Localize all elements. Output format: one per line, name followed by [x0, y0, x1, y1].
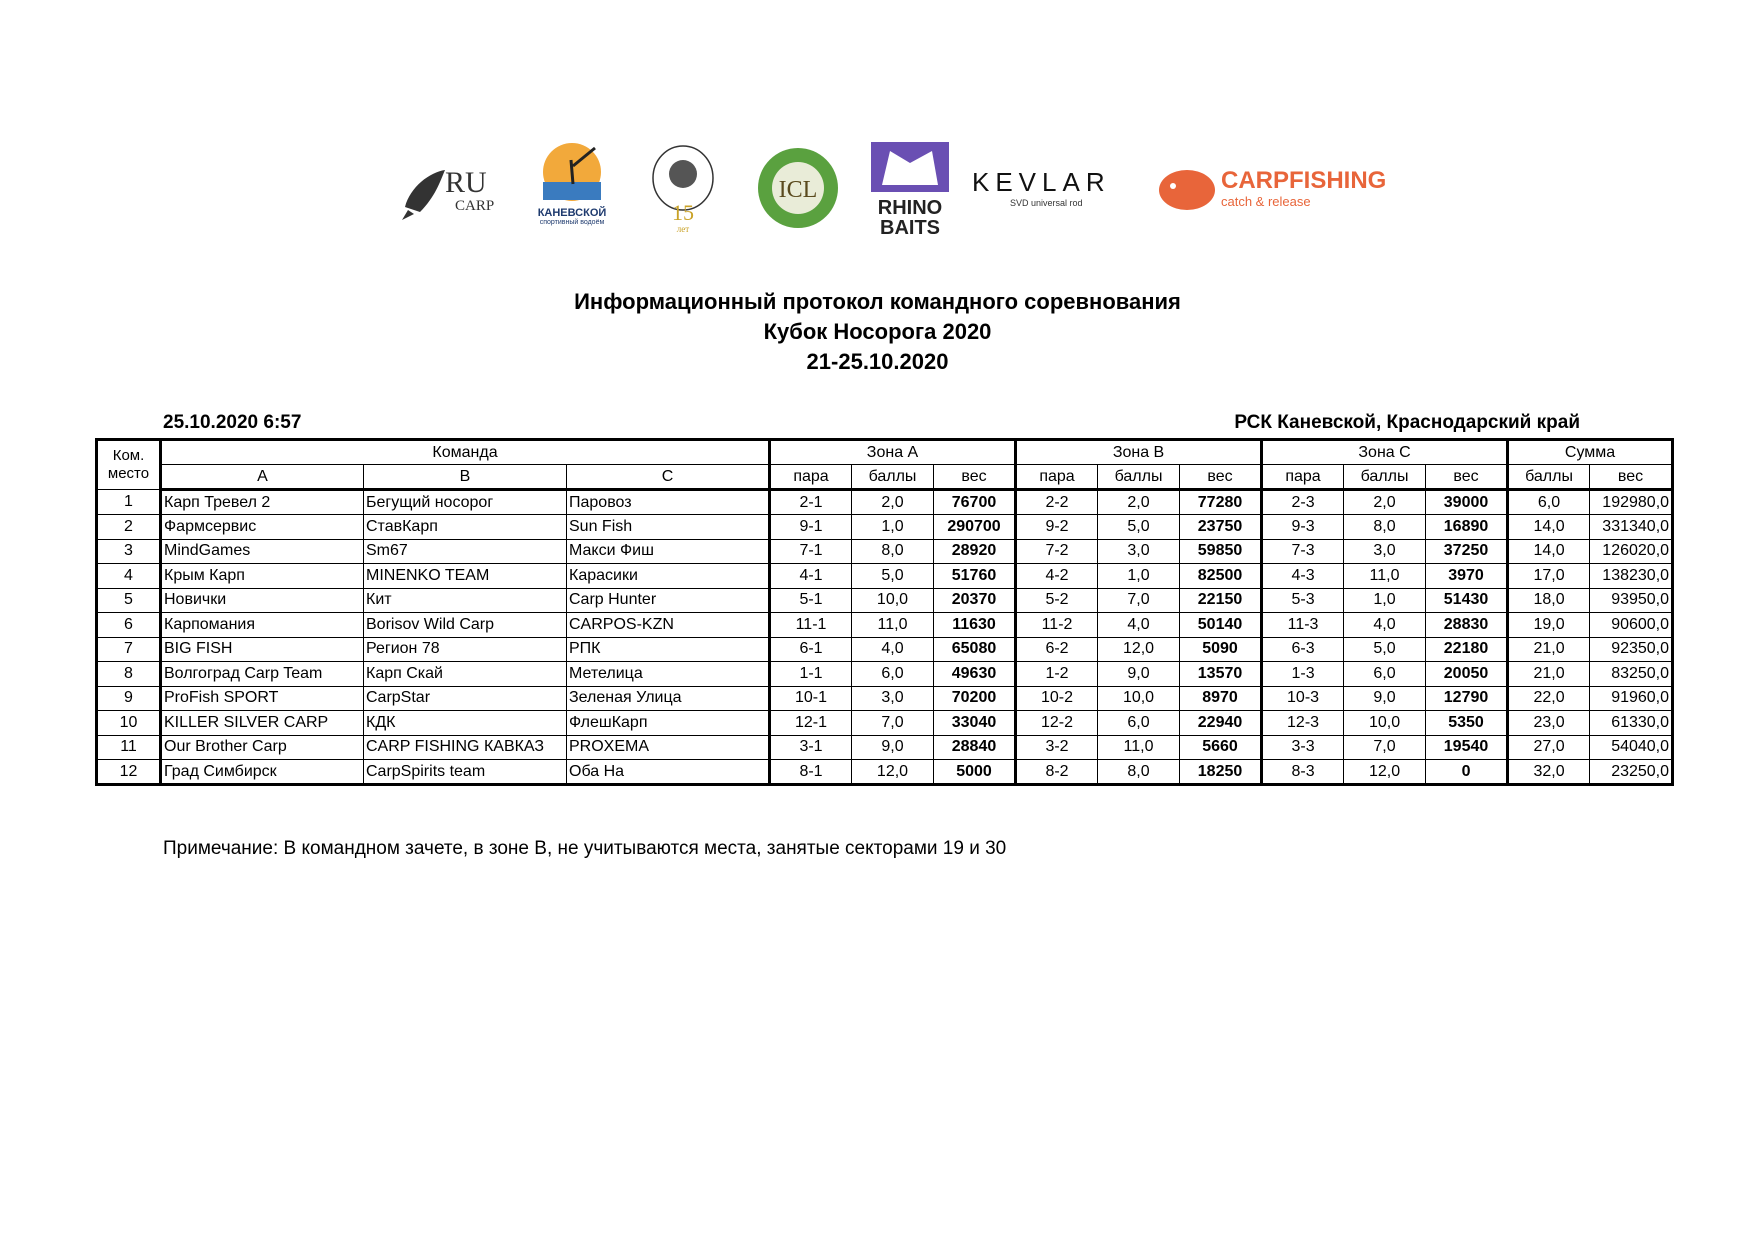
- za-weight: 65080: [934, 637, 1016, 662]
- rhino-icon: [870, 141, 950, 193]
- zc-pair: 6-3: [1262, 637, 1344, 662]
- place: 10: [97, 711, 161, 736]
- place: 9: [97, 686, 161, 711]
- header-row-1: [97, 440, 1673, 465]
- sum-points: 21,0: [1508, 637, 1590, 662]
- zc-pair: 10-3: [1262, 686, 1344, 711]
- team-a: Карп Тревел 2: [161, 490, 364, 515]
- kevlar-sub: SVD universal rod: [1010, 198, 1083, 208]
- kkk-logo: [643, 140, 723, 235]
- zb-points: 10,0: [1098, 686, 1180, 711]
- za-weight: 70200: [934, 686, 1016, 711]
- carpfishing-main: CARPFISHING: [1221, 167, 1387, 194]
- zc-pair: 2-3: [1262, 490, 1344, 515]
- team-b: Бегущий носорог: [364, 490, 567, 515]
- za-weight: 76700: [934, 490, 1016, 515]
- zb-weight: 50140: [1180, 613, 1262, 638]
- place-header: Ком. место: [97, 440, 161, 490]
- sum-points: 6,0: [1508, 490, 1590, 515]
- table-row: [97, 637, 1673, 662]
- team-a: Our Brother Carp: [161, 735, 364, 760]
- sum-points: 14,0: [1508, 539, 1590, 564]
- zc-weight: 0: [1426, 760, 1508, 785]
- zc-points: 4,0: [1344, 613, 1426, 638]
- za-weight: 20370: [934, 588, 1016, 613]
- za-points: 2,0: [852, 490, 934, 515]
- zc-points: 7,0: [1344, 735, 1426, 760]
- place: 4: [97, 564, 161, 589]
- za-points: 7,0: [852, 711, 934, 736]
- zb-points: 2,0: [1098, 490, 1180, 515]
- team-b: CARP FISHING КАВКАЗ: [364, 735, 567, 760]
- za-weight: 28840: [934, 735, 1016, 760]
- zb-points: 8,0: [1098, 760, 1180, 785]
- zb-points: 11,0: [1098, 735, 1180, 760]
- zb-weight: 59850: [1180, 539, 1262, 564]
- table-row: [97, 539, 1673, 564]
- zb-pair: 5-2: [1016, 588, 1098, 613]
- place: 1: [97, 490, 161, 515]
- sum-weight: 331340,0: [1590, 515, 1673, 540]
- sum-header: Сумма: [1508, 440, 1673, 465]
- icl-mid: ICL: [778, 177, 818, 203]
- zb-weight: 23750: [1180, 515, 1262, 540]
- rucarp-main: RU: [445, 166, 487, 199]
- sum-weight: 192980,0: [1590, 490, 1673, 515]
- za-points: 11,0: [852, 613, 934, 638]
- zc-weight: 28830: [1426, 613, 1508, 638]
- za-weight: 49630: [934, 662, 1016, 687]
- zc-weight: 20050: [1426, 662, 1508, 687]
- fisherman-sun-icon: [527, 140, 617, 202]
- zc-pair: 12-3: [1262, 711, 1344, 736]
- sum-points: 32,0: [1508, 760, 1590, 785]
- kanevskoy-sub: спортивный водоём: [539, 219, 605, 226]
- zc-weight-header: вес: [1426, 465, 1508, 490]
- zc-pair: 8-3: [1262, 760, 1344, 785]
- za-weight-header: вес: [934, 465, 1016, 490]
- kanevskoy-logo: [527, 140, 617, 235]
- sum-points: 14,0: [1508, 515, 1590, 540]
- sum-points: 17,0: [1508, 564, 1590, 589]
- team-c: РПК: [567, 637, 770, 662]
- protocol-location: РСК Каневской, Краснодарский край: [1234, 412, 1580, 433]
- kevlar-logo: [972, 167, 1137, 217]
- sum-points: 18,0: [1508, 588, 1590, 613]
- za-pair: 5-1: [770, 588, 852, 613]
- za-weight: 51760: [934, 564, 1016, 589]
- team-c: Паровоз: [567, 490, 770, 515]
- kkk-emblem-icon: [643, 140, 723, 235]
- carp-orange-icon: [1155, 162, 1225, 217]
- za-weight: 33040: [934, 711, 1016, 736]
- zc-points: 12,0: [1344, 760, 1426, 785]
- rhino-line2: BAITS: [880, 217, 940, 239]
- team-c: Карасики: [567, 564, 770, 589]
- zc-pair: 1-3: [1262, 662, 1344, 687]
- zc-weight: 51430: [1426, 588, 1508, 613]
- team-b: CarpStar: [364, 686, 567, 711]
- zc-points: 10,0: [1344, 711, 1426, 736]
- sum-weight: 90600,0: [1590, 613, 1673, 638]
- rucarp-logo: [400, 152, 505, 222]
- sum-weight: 126020,0: [1590, 539, 1673, 564]
- sum-points: 23,0: [1508, 711, 1590, 736]
- table-row: [97, 490, 1673, 515]
- team-c: PROXEMA: [567, 735, 770, 760]
- place: 8: [97, 662, 161, 687]
- za-pair: 1-1: [770, 662, 852, 687]
- zc-pair: 7-3: [1262, 539, 1344, 564]
- team-header: Команда: [161, 440, 770, 465]
- zb-points: 3,0: [1098, 539, 1180, 564]
- team-c: Макси Фиш: [567, 539, 770, 564]
- zb-weight: 77280: [1180, 490, 1262, 515]
- zb-pair: 7-2: [1016, 539, 1098, 564]
- sum-points-header: баллы: [1508, 465, 1590, 490]
- sum-weight: 91960,0: [1590, 686, 1673, 711]
- za-pair: 2-1: [770, 490, 852, 515]
- zb-weight: 22150: [1180, 588, 1262, 613]
- header-row-2: [97, 465, 1673, 490]
- team-b: Регион 78: [364, 637, 567, 662]
- team-a: Крым Карп: [161, 564, 364, 589]
- sum-weight: 23250,0: [1590, 760, 1673, 785]
- footnote: Примечание: В командном зачете, в зоне В, не учитываются места, занятые секторами 19 и 30: [163, 838, 1007, 859]
- team-a: MindGames: [161, 539, 364, 564]
- icl-logo: [753, 146, 843, 230]
- team-b: Borisov Wild Carp: [364, 613, 567, 638]
- zb-weight: 5090: [1180, 637, 1262, 662]
- kevlar-main: KEVLAR: [972, 167, 1111, 197]
- zb-points: 1,0: [1098, 564, 1180, 589]
- team-c: Carp Hunter: [567, 588, 770, 613]
- zc-pair: 9-3: [1262, 515, 1344, 540]
- zb-pair: 1-2: [1016, 662, 1098, 687]
- zone-c-header: Зона С: [1262, 440, 1508, 465]
- zc-points: 9,0: [1344, 686, 1426, 711]
- zc-points: 2,0: [1344, 490, 1426, 515]
- results-body: [97, 490, 1673, 785]
- table-row: [97, 686, 1673, 711]
- za-points: 5,0: [852, 564, 934, 589]
- za-weight: 5000: [934, 760, 1016, 785]
- zb-points: 4,0: [1098, 613, 1180, 638]
- team-a: Фармсервис: [161, 515, 364, 540]
- za-weight: 290700: [934, 515, 1016, 540]
- rhino-line1: RHINO: [877, 197, 943, 219]
- rhino-logo: [870, 141, 950, 239]
- zc-pair: 5-3: [1262, 588, 1344, 613]
- zone-b-header: Зона В: [1016, 440, 1262, 465]
- team-b: Sm67: [364, 539, 567, 564]
- sum-points: 22,0: [1508, 686, 1590, 711]
- zc-points: 8,0: [1344, 515, 1426, 540]
- team-c: Метелица: [567, 662, 770, 687]
- za-points: 4,0: [852, 637, 934, 662]
- za-weight: 28920: [934, 539, 1016, 564]
- za-pair-header: пара: [770, 465, 852, 490]
- place: 12: [97, 760, 161, 785]
- zc-weight: 16890: [1426, 515, 1508, 540]
- zb-weight-header: вес: [1180, 465, 1262, 490]
- team-c: ФлешКарп: [567, 711, 770, 736]
- icl-emblem-icon: [753, 146, 843, 230]
- team-a: Новички: [161, 588, 364, 613]
- team-c: Оба На: [567, 760, 770, 785]
- zb-pair: 8-2: [1016, 760, 1098, 785]
- table-row: [97, 711, 1673, 736]
- za-points: 12,0: [852, 760, 934, 785]
- za-pair: 11-1: [770, 613, 852, 638]
- rucarp-sub: CARP: [455, 198, 495, 214]
- zb-weight: 13570: [1180, 662, 1262, 687]
- document-title: [0, 287, 1755, 377]
- sum-points: 21,0: [1508, 662, 1590, 687]
- zb-weight: 18250: [1180, 760, 1262, 785]
- za-points: 9,0: [852, 735, 934, 760]
- zb-pair: 10-2: [1016, 686, 1098, 711]
- zb-weight: 5660: [1180, 735, 1262, 760]
- team-b: КДК: [364, 711, 567, 736]
- sum-weight: 138230,0: [1590, 564, 1673, 589]
- za-points: 6,0: [852, 662, 934, 687]
- za-points: 1,0: [852, 515, 934, 540]
- zc-weight: 39000: [1426, 490, 1508, 515]
- zc-points: 1,0: [1344, 588, 1426, 613]
- zb-pair: 9-2: [1016, 515, 1098, 540]
- sum-weight: 54040,0: [1590, 735, 1673, 760]
- za-pair: 9-1: [770, 515, 852, 540]
- zc-weight: 5350: [1426, 711, 1508, 736]
- zc-weight: 12790: [1426, 686, 1508, 711]
- zb-points: 6,0: [1098, 711, 1180, 736]
- za-pair: 6-1: [770, 637, 852, 662]
- zc-weight: 37250: [1426, 539, 1508, 564]
- za-pair: 4-1: [770, 564, 852, 589]
- zc-pair: 3-3: [1262, 735, 1344, 760]
- zb-points: 9,0: [1098, 662, 1180, 687]
- team-b: СтавКарп: [364, 515, 567, 540]
- zb-points: 7,0: [1098, 588, 1180, 613]
- za-points: 3,0: [852, 686, 934, 711]
- zb-pair: 3-2: [1016, 735, 1098, 760]
- sum-points: 27,0: [1508, 735, 1590, 760]
- table-row: [97, 515, 1673, 540]
- place: 5: [97, 588, 161, 613]
- team-a: BIG FISH: [161, 637, 364, 662]
- zb-pair: 2-2: [1016, 490, 1098, 515]
- team-b: Кит: [364, 588, 567, 613]
- za-pair: 12-1: [770, 711, 852, 736]
- kkk-num: 15: [672, 200, 694, 225]
- sum-points: 19,0: [1508, 613, 1590, 638]
- zb-points: 12,0: [1098, 637, 1180, 662]
- zc-weight: 19540: [1426, 735, 1508, 760]
- zone-a-header: Зона А: [770, 440, 1016, 465]
- table-row: [97, 564, 1673, 589]
- table-row: [97, 735, 1673, 760]
- team-a-header: A: [161, 465, 364, 490]
- table-row: [97, 588, 1673, 613]
- zb-pair-header: пара: [1016, 465, 1098, 490]
- za-points-header: баллы: [852, 465, 934, 490]
- za-pair: 8-1: [770, 760, 852, 785]
- zb-pair: 11-2: [1016, 613, 1098, 638]
- team-b: CarpSpirits team: [364, 760, 567, 785]
- sum-weight: 92350,0: [1590, 637, 1673, 662]
- team-c: Sun Fish: [567, 515, 770, 540]
- zc-points: 3,0: [1344, 539, 1426, 564]
- zb-pair: 6-2: [1016, 637, 1098, 662]
- title-line1: Информационный протокол командного соревнования: [574, 289, 1181, 314]
- sum-weight: 83250,0: [1590, 662, 1673, 687]
- zc-points: 11,0: [1344, 564, 1426, 589]
- zb-weight: 82500: [1180, 564, 1262, 589]
- table-row: [97, 662, 1673, 687]
- sponsor-logos: [0, 130, 1755, 240]
- kkk-sub: лет: [676, 224, 690, 234]
- carpfishing-logo: [1155, 162, 1387, 217]
- place: 11: [97, 735, 161, 760]
- carpfishing-sub: catch & release: [1221, 194, 1311, 209]
- zc-points-header: баллы: [1344, 465, 1426, 490]
- protocol-datetime: 25.10.2020 6:57: [163, 412, 302, 433]
- zb-weight: 22940: [1180, 711, 1262, 736]
- place: 3: [97, 539, 161, 564]
- zc-weight: 3970: [1426, 564, 1508, 589]
- place: 2: [97, 515, 161, 540]
- kanevskoy-main: КАНЕВСКОЙ: [537, 207, 607, 219]
- zb-pair: 4-2: [1016, 564, 1098, 589]
- zb-pair: 12-2: [1016, 711, 1098, 736]
- team-b-header: B: [364, 465, 567, 490]
- za-points: 8,0: [852, 539, 934, 564]
- team-b: MINENKO TEAM: [364, 564, 567, 589]
- sum-weight: 93950,0: [1590, 588, 1673, 613]
- team-b: Карп Скай: [364, 662, 567, 687]
- table-row: [97, 760, 1673, 785]
- zc-weight: 22180: [1426, 637, 1508, 662]
- zc-pair: 4-3: [1262, 564, 1344, 589]
- sum-weight: 61330,0: [1590, 711, 1673, 736]
- zc-pair-header: пара: [1262, 465, 1344, 490]
- za-weight: 11630: [934, 613, 1016, 638]
- za-pair: 3-1: [770, 735, 852, 760]
- sum-weight-header: вес: [1590, 465, 1673, 490]
- title-line2: Кубок Носорога 2020: [763, 319, 992, 344]
- team-a: Волгоград Carp Team: [161, 662, 364, 687]
- team-c: Зеленая Улица: [567, 686, 770, 711]
- results-table: [95, 438, 1674, 786]
- zb-points-header: баллы: [1098, 465, 1180, 490]
- zc-points: 5,0: [1344, 637, 1426, 662]
- team-a: ProFish SPORT: [161, 686, 364, 711]
- za-pair: 10-1: [770, 686, 852, 711]
- title-line3: 21-25.10.2020: [806, 349, 949, 374]
- place: 7: [97, 637, 161, 662]
- za-points: 10,0: [852, 588, 934, 613]
- team-a: Карпомания: [161, 613, 364, 638]
- team-c: CARPOS-KZN: [567, 613, 770, 638]
- za-pair: 7-1: [770, 539, 852, 564]
- zb-weight: 8970: [1180, 686, 1262, 711]
- zc-points: 6,0: [1344, 662, 1426, 687]
- table-row: [97, 613, 1673, 638]
- team-c-header: C: [567, 465, 770, 490]
- team-a: KILLER SILVER CARP: [161, 711, 364, 736]
- team-a: Град Симбирск: [161, 760, 364, 785]
- zb-points: 5,0: [1098, 515, 1180, 540]
- zc-pair: 11-3: [1262, 613, 1344, 638]
- place: 6: [97, 613, 161, 638]
